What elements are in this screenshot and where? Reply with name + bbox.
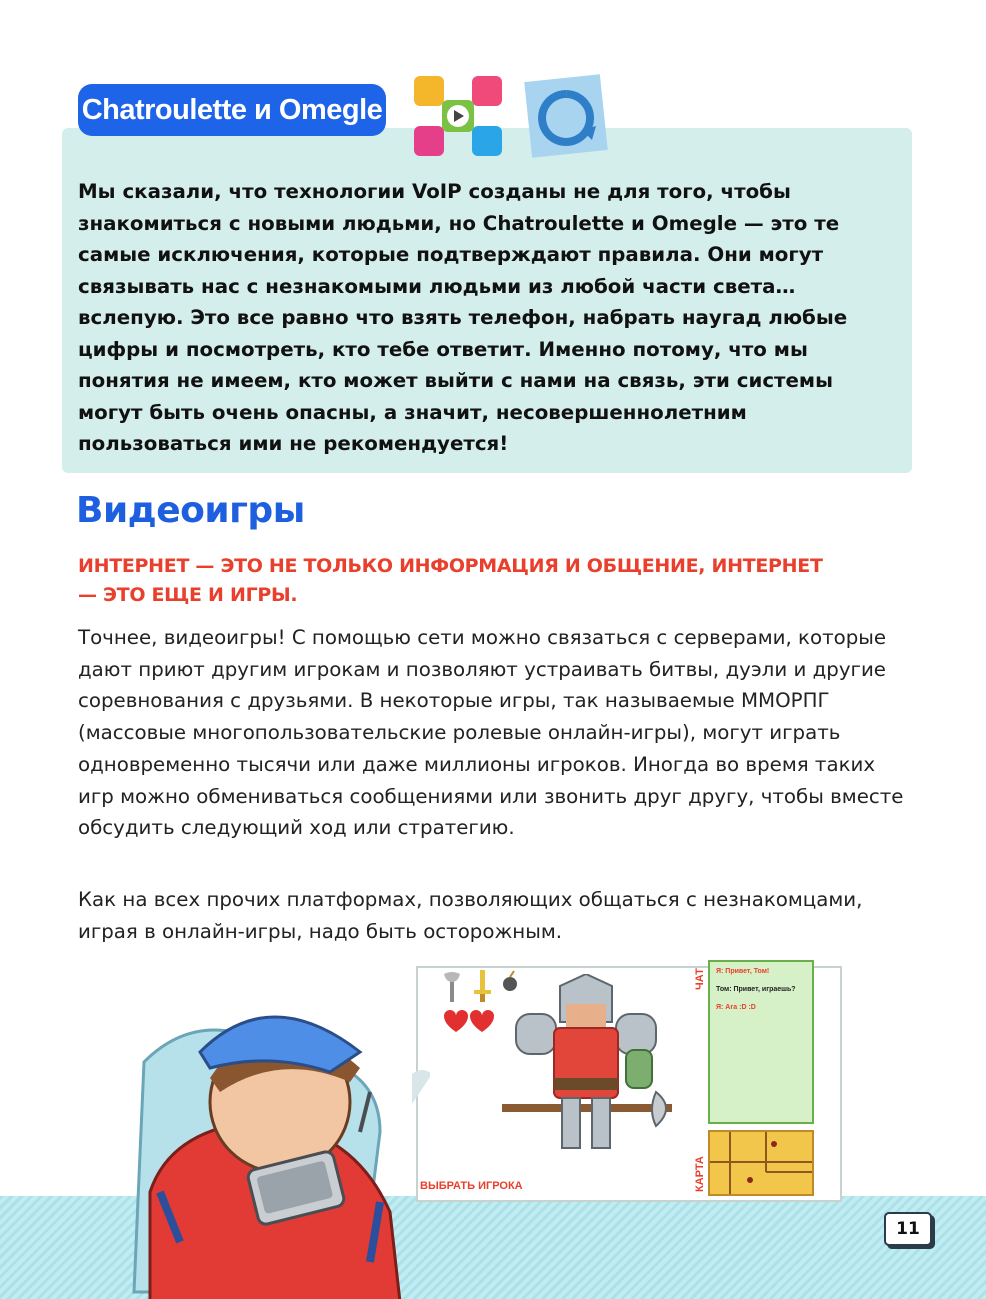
heart-icon — [444, 1010, 468, 1032]
section-subtitle: ИНТЕРНЕТ — ЭТО НЕ ТОЛЬКО ИНФОРМАЦИЯ И ОБЩЕНИЕ, ИНТЕРНЕТ — ЭТО ЕЩЕ И ИГРЫ. — [78, 555, 823, 606]
chatroulette-logo-icon — [408, 70, 508, 162]
map-grid-illustration — [710, 1132, 812, 1194]
heart-icon — [470, 1010, 494, 1032]
select-player-label: ВЫБРАТЬ ИГРОКА — [420, 1180, 523, 1192]
section-heading: Видеоигры — [76, 490, 305, 531]
body-paragraph-1: Точнее, видеоигры! С помощью сети можно связаться с серверами, которые дают приют другим игрокам и позволяют устраивать битвы, дуэли и другие соревнования с друзьями. В некоторые игры, так называемые ММОРПГ (массовые многопользовательские ролевые онлайн-игры), могут играть одновременно тысячи или даже миллионы игроков. Иногда во время таких игр можно обмениваться сообщениями или звонить друг другу, чтобы вместе обсудить следующий ход или стратегию. — [78, 626, 904, 840]
axe-icon — [444, 972, 460, 1002]
chat-message: Том: Привет, играешь? — [716, 986, 796, 993]
game-chat-panel — [708, 960, 814, 1124]
omegle-logo-icon — [522, 70, 612, 162]
chat-message: Я: Привет, Том! — [716, 968, 770, 975]
body-paragraph-2: Как на всех прочих платформах, позволяющих общаться с незнакомцами, играя в онлайн-игры, надо быть осторожным. — [78, 888, 863, 943]
game-map-panel — [708, 1130, 814, 1196]
chat-message: Я: Ага :D :D — [716, 1004, 756, 1011]
chat-label: ЧАТ — [694, 968, 706, 990]
info-box-title: Chatroulette и Omegle — [78, 84, 386, 136]
info-box-text: Мы сказали, что технологии VoIP созданы не для того, чтобы знакомиться с новыми людьми, но Chatroulette и Omegle — это те самые исключения, которые подтверждают правила. Они могут связывать нас с незнакомыми людьми из любой части света… вслепую. Это все равно что взять телефон, набрать наугад любые цифры и посмотреть, кто тебе ответит. Именно потому, что мы понятия не имеем, кто может выйти с нами на связь, эти системы могут быть очень опасны, а значит, несовершеннолетним пользоваться ими не рекомендуется! — [78, 180, 848, 455]
sword-icon — [474, 970, 491, 1002]
page-number-badge: 11 — [884, 1212, 932, 1246]
knight-character-illustration — [496, 974, 696, 1174]
map-label: КАРТА — [694, 1156, 706, 1192]
boy-with-phone-illustration — [120, 992, 430, 1299]
